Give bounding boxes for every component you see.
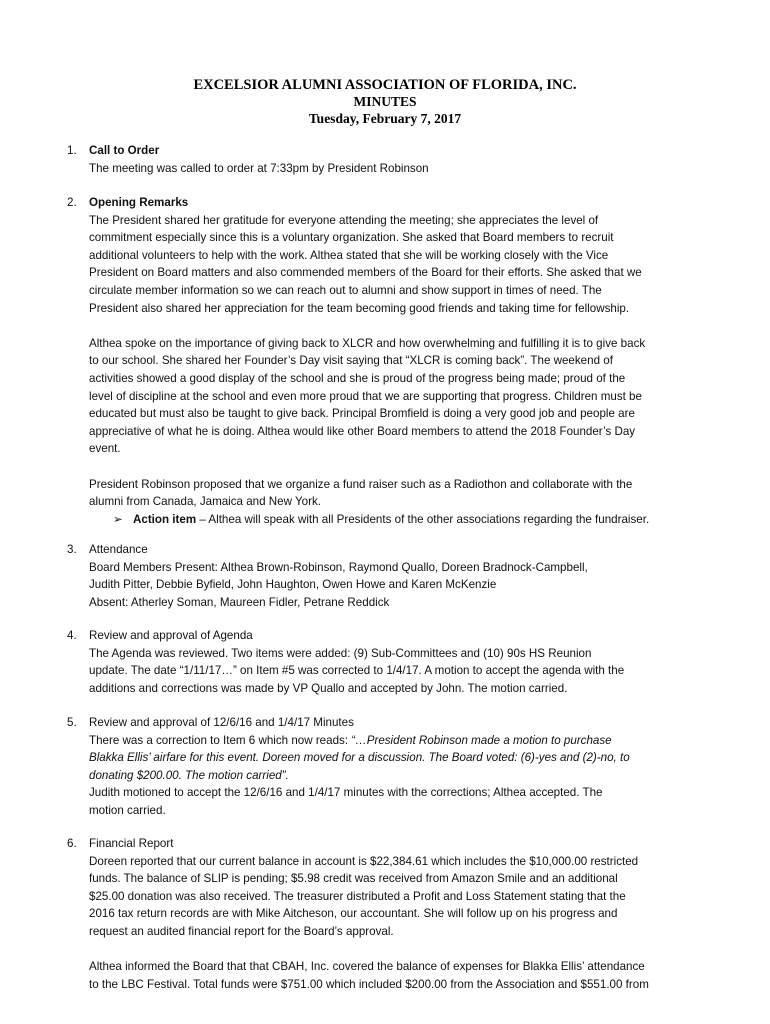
- paragraph: [89, 853, 717, 941]
- text-line: President also shared her appreciation for the team becoming good friends and taking time for fellowship.: [89, 301, 630, 315]
- text-line: 2016 tax return records are with Mike Aitcheson, our accountant. She will follow up on his progress and: [89, 907, 618, 921]
- action-item-text: – Althea will speak with all Presidents of the other associations regarding the fundraiser.: [196, 512, 650, 526]
- action-item: [113, 511, 717, 529]
- section-title: Financial Report: [89, 837, 174, 850]
- text-line: Board Members Present: Althea Brown-Robinson, Raymond Quallo, Doreen Bradnock-Campbell,: [89, 560, 588, 574]
- section-number: 4.: [67, 629, 77, 642]
- text-line: [89, 732, 717, 750]
- section-title: Review and approval of Agenda: [89, 629, 253, 642]
- action-item-label: Action item: [133, 512, 197, 526]
- text-line: request an audited financial report for the Board’s approval.: [89, 924, 394, 938]
- text-line: funds. The balance of SLIP is pending; $5.98 credit was received from Amazon Smile and an additional: [89, 872, 618, 886]
- section-title: Call to Order: [89, 144, 160, 157]
- text-line: donating $200.00. The motion carried”.: [89, 768, 289, 782]
- section-title: Attendance: [89, 543, 148, 556]
- text-line: additions and corrections was made by VP Quallo and accepted by John. The motion carried.: [89, 681, 568, 695]
- text-line: Althea informed the Board that that CBAH, Inc. covered the balance of expenses for Blakka Ellis’ attendance: [89, 960, 645, 974]
- text-line: Judith Pitter, Debbie Byfield, John Haughton, Owen Howe and Karen McKenzie: [89, 578, 497, 592]
- text-line: Blakka Ellis’ airfare for this event. Doreen moved for a discussion. The Board voted: (6)-yes and (2)-no, to: [89, 751, 630, 765]
- section-number: 2.: [67, 196, 77, 209]
- section-number: 1.: [67, 144, 77, 157]
- section-attendance: [67, 541, 717, 611]
- text-line: circulate member information so we can reach out to alumni and show support in times of need. The: [89, 283, 602, 297]
- text-line: Judith motioned to accept the 12/6/16 and 1/4/17 minutes with the corrections; Althea accepted. The: [89, 786, 603, 800]
- section-title: Review and approval of 12/6/16 and 1/4/17 Minutes: [89, 716, 354, 729]
- document-title: MINUTES: [353, 94, 417, 109]
- text-line: Absent: Atherley Soman, Maureen Fidler, Petrane Reddick: [89, 595, 390, 609]
- section-number: 6.: [67, 837, 77, 850]
- text-line: President Robinson proposed that we organize a fund raiser such as a Radiothon and collaborate with the: [89, 477, 633, 491]
- text-line: update. The date “1/11/17…” on Item #5 was corrected to 1/4/17. A motion to accept the agenda with the: [89, 664, 625, 678]
- text-line: $25.00 donation was also received. The treasurer distributed a Profit and Loss Statement stating that the: [89, 889, 626, 903]
- text-line: to the LBC Festival. Total funds were $751.00 which included $200.00 from the Association and $551.00 from: [89, 977, 649, 991]
- paragraph: [89, 958, 717, 993]
- section-title: Opening Remarks: [89, 196, 189, 209]
- arrow-bullet-icon: ➢: [113, 512, 123, 526]
- paragraph: [89, 335, 717, 458]
- section-opening-remarks: [67, 194, 717, 528]
- text-line: appreciative of what he is doing. Althea would like other Board members to attend the 2018 Founder’s Day: [89, 424, 636, 438]
- text-line: President on Board matters and also commended members of the Board for their efforts. She asked that we: [89, 266, 642, 280]
- text-line: Doreen reported that our current balance in account is $22,384.61 which includes the $10,000.00 restricted: [89, 854, 639, 868]
- meeting-date: Tuesday, February 7, 2017: [308, 111, 462, 126]
- section-number: 5.: [67, 716, 77, 729]
- section-minutes-approval: [67, 714, 717, 820]
- text-italic: “…President Robinson made a motion to purchase: [351, 733, 612, 747]
- text-line: alumni from Canada, Jamaica and New York.: [89, 495, 321, 509]
- text-line: activities showed a good display of the school and she is proud of the progress being made; proud of the: [89, 371, 626, 385]
- text-line: motion carried.: [89, 803, 166, 817]
- text-line: to our school. She shared her Founder’s Day visit saying that “XLCR is coming back”. The weekend of: [89, 354, 613, 368]
- text-line: level of discipline at the school and even more proud that we are supporting that progress. Children must be: [89, 389, 642, 403]
- section-financial-report: [67, 835, 717, 993]
- section-agenda: [67, 627, 717, 697]
- text-line: The Agenda was reviewed. Two items were added: (9) Sub-Committees and (10) 90s HS Reunion: [89, 646, 592, 660]
- text-line: commitment especially since this is a voluntary organization. She asked that Board members to recruit: [89, 231, 614, 245]
- text-line: The meeting was called to order at 7:33pm by President Robinson: [89, 161, 429, 175]
- section-call-to-order: [67, 142, 717, 177]
- text-line: event.: [89, 442, 121, 456]
- text-line: educated but must also be taught to give back. Principal Bromfield is doing a very good job and people are: [89, 407, 635, 421]
- section-number: 3.: [67, 543, 77, 556]
- organization-title: EXCELSIOR ALUMNI ASSOCIATION OF FLORIDA, INC.: [193, 77, 577, 93]
- text-line: The President shared her gratitude for everyone attending the meeting; she appreciates the level of: [89, 213, 599, 227]
- text-line: additional volunteers to help with the work. Althea stated that she will be working closely with the Vice: [89, 248, 609, 262]
- paragraph: [89, 476, 717, 511]
- paragraph: [89, 212, 717, 318]
- text-plain: There was a correction to Item 6 which now reads:: [89, 733, 352, 747]
- text-line: Althea spoke on the importance of giving back to XLCR and how overwhelming and fulfilling it is to give back: [89, 336, 646, 350]
